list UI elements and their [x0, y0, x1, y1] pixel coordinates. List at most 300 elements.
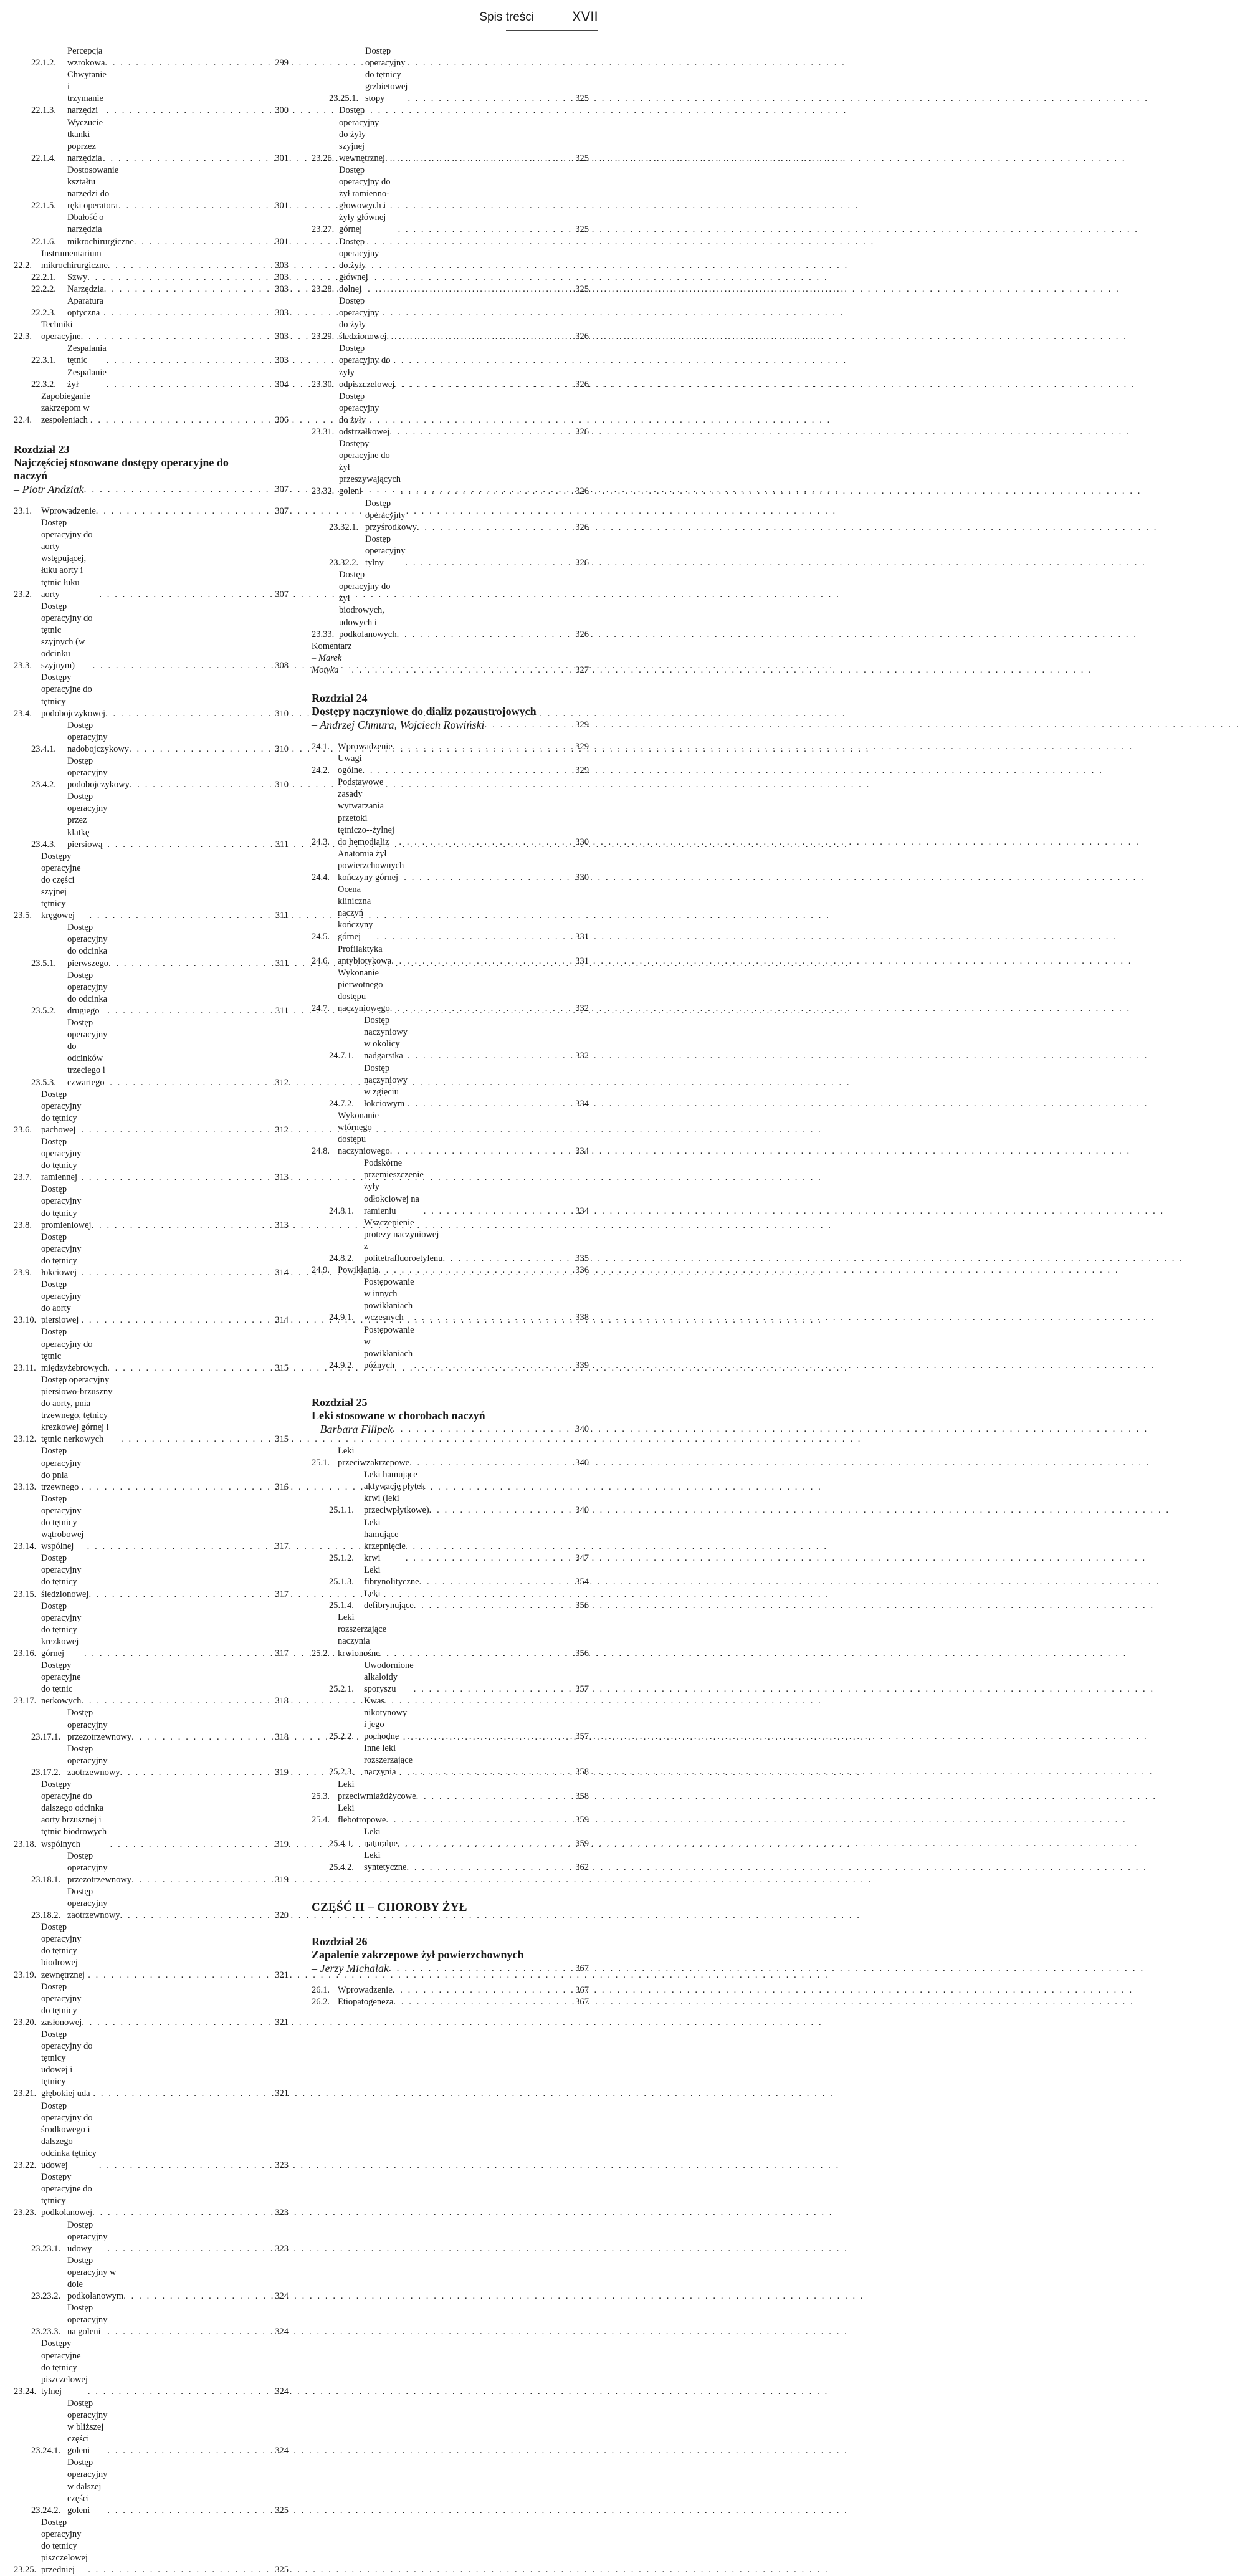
entry-number: 23.1.	[14, 506, 32, 516]
toc-entry[interactable]	[14, 367, 289, 391]
chapter-title[interactable]: Dostępy naczyniowe do dializ pozaustrojowych	[312, 704, 537, 717]
entry-page: 303	[275, 355, 289, 366]
toc-entry[interactable]	[312, 534, 589, 569]
entry-page: 320	[275, 1910, 289, 1921]
part-title[interactable]: CZĘŚĆ II – CHOROBY ŻYŁ	[312, 1901, 467, 1915]
entry-body	[67, 69, 270, 117]
entry-body	[365, 45, 570, 105]
entry-page: 326	[575, 558, 589, 568]
entry-text: Wprowadzenie	[338, 741, 393, 752]
entry-body	[364, 1826, 570, 1850]
toc-entry[interactable]	[14, 2398, 289, 2457]
toc-entry[interactable]	[14, 2338, 289, 2397]
toc-entry[interactable]	[312, 391, 589, 438]
toc-entry[interactable]	[14, 1089, 289, 1136]
toc-entry[interactable]	[14, 2100, 289, 2172]
toc-entry[interactable]	[14, 970, 289, 1017]
entry-body	[338, 1612, 570, 1659]
toc-entry[interactable]	[312, 1063, 589, 1110]
entry-text: Dostęp operacyjny do tętnic szyjnych (w odcinku szyjnym)	[41, 601, 93, 671]
entry-body	[41, 2171, 270, 2219]
entry-text: Dostęp operacyjny do tętnicy śledzionowej	[41, 1553, 89, 1599]
toc-entry[interactable]	[312, 1564, 589, 1588]
toc-entry[interactable]	[14, 755, 289, 791]
toc-entry[interactable]	[14, 2219, 289, 2255]
entry-number: 23.24.	[14, 2386, 37, 2396]
entry-page: 325	[275, 2505, 289, 2516]
toc-entry[interactable]	[14, 1601, 289, 1660]
entry-body	[67, 1851, 270, 1886]
dot-leader	[397, 629, 570, 641]
toc-entry[interactable]	[312, 944, 589, 967]
entry-page: 306	[275, 414, 289, 425]
dot-leader	[84, 482, 270, 497]
entry-number: 23.22.	[14, 2160, 37, 2171]
dot-leader	[393, 1996, 570, 2008]
toc-entry[interactable]	[312, 1826, 589, 1850]
entry-text: Leki rozszerzające naczynia krwionośne	[338, 1612, 387, 1659]
entry-page: 325	[575, 153, 589, 163]
toc-entry[interactable]	[14, 2517, 289, 2576]
entry-text: Dostęp operacyjny do odcinków trzeciego i czwartego	[67, 1018, 108, 1088]
toc-entry[interactable]	[14, 319, 289, 343]
entry-number: 23.8.	[14, 1220, 32, 1230]
toc-entry[interactable]	[14, 272, 289, 284]
entry-body	[338, 1985, 570, 1996]
entry-body	[339, 343, 570, 390]
entry-page: 356	[575, 1601, 589, 1611]
dot-leader	[108, 958, 270, 970]
toc-entry[interactable]	[312, 1517, 589, 1564]
entry-page: 329	[575, 741, 589, 752]
toc-entry[interactable]	[14, 2457, 289, 2516]
entry-number: 23.18.2.	[31, 1910, 61, 1921]
entry-number: 22.2.	[14, 260, 32, 271]
toc-entry[interactable]	[312, 1445, 589, 1469]
entry-page: 307	[275, 506, 289, 516]
entry-text: Leki fibrynolityczne	[364, 1564, 419, 1587]
dot-leader	[110, 1839, 270, 1851]
toc-entry[interactable]	[312, 1015, 589, 1062]
commentary-author: Marek Motyka	[312, 653, 342, 675]
toc-entry[interactable]	[312, 1996, 589, 2008]
toc-entry[interactable]	[14, 1184, 289, 1231]
toc-entry[interactable]	[312, 1265, 589, 1276]
entry-number: 26.1.	[312, 1985, 330, 1996]
entry-body	[364, 1469, 570, 1516]
toc-entry[interactable]	[312, 1850, 589, 1874]
toc-entry[interactable]	[312, 1276, 589, 1324]
toc-entry[interactable]	[14, 505, 289, 517]
toc-entry[interactable]	[14, 69, 289, 117]
entry-number: 24.7.2.	[329, 1098, 354, 1109]
dot-leader	[393, 741, 570, 753]
toc-entry[interactable]	[14, 1374, 289, 1446]
dot-leader	[351, 664, 570, 676]
toc-entry[interactable]	[312, 1695, 589, 1743]
entry-number: 25.1.3.	[329, 1576, 354, 1587]
commentary-label: Komentarz	[312, 641, 352, 651]
entry-page: 334	[575, 1098, 589, 1109]
entry-page: 359	[575, 1814, 589, 1825]
toc-entry[interactable]	[14, 2171, 289, 2219]
entry-text: Podstawowe zasady wytwarzania przetoki tętniczo--żylnej do hemodializ	[338, 777, 394, 847]
entry-number: 23.19.	[14, 1970, 37, 1980]
toc-entry[interactable]	[312, 1157, 589, 1217]
toc-entry[interactable]	[14, 1779, 289, 1851]
entry-body	[41, 1493, 270, 1553]
entry-text: Wszczepienie protezy naczyniowej z politetrafluoroetylenu	[364, 1217, 443, 1263]
toc-entry[interactable]	[312, 884, 589, 943]
entry-number: 23.4.2.	[31, 780, 56, 790]
chapter-title[interactable]: Leki stosowane w chorobach naczyń	[312, 1409, 485, 1422]
toc-entry[interactable]	[312, 1660, 589, 1695]
toc-entry[interactable]	[14, 1922, 289, 1981]
entry-body	[67, 2219, 270, 2255]
entry-page: 311	[275, 1005, 289, 1016]
entry-body	[67, 755, 270, 791]
dot-leader	[92, 1220, 270, 1232]
dot-leader	[88, 1970, 270, 1981]
entry-number: 23.26.	[312, 153, 335, 163]
entry-number: 23.32.	[312, 486, 335, 497]
entry-number: 23.28.	[312, 284, 335, 294]
entry-text: Podskórne przemieszczenie żyły odłokciowej na ramieniu	[364, 1158, 424, 1216]
toc-entry[interactable]	[14, 295, 289, 319]
entry-page: 356	[575, 1648, 589, 1659]
toc-entry[interactable]	[14, 343, 289, 366]
entry-body	[41, 601, 270, 673]
entry-number: 23.6.	[14, 1124, 32, 1135]
toc-entry[interactable]	[14, 1136, 289, 1184]
entry-page: 312	[275, 1124, 289, 1135]
chapter-author: – Andrzej Chmura, Wojciech Rowiński	[312, 718, 485, 731]
entry-number: 23.16.	[14, 1649, 37, 1659]
toc-entry[interactable]	[14, 601, 289, 673]
entry-number: 24.8.1.	[329, 1205, 354, 1216]
toc-entry[interactable]	[14, 1445, 289, 1493]
entry-text: Kwas nikotynowy i jego pochodne	[364, 1695, 408, 1742]
dot-leader	[414, 1312, 570, 1324]
entry-body	[338, 884, 570, 943]
entry-page: 332	[575, 1003, 589, 1014]
toc-entry[interactable]	[312, 236, 589, 295]
entry-body	[365, 498, 570, 534]
entry-page: 303	[275, 284, 289, 294]
dot-leader	[81, 1124, 270, 1136]
entry-number: 23.29.	[312, 332, 335, 342]
entry-body	[41, 248, 270, 272]
dot-leader	[485, 718, 571, 732]
toc-entry[interactable]	[312, 45, 589, 105]
entry-text: Dostęp operacyjny przyśrodkowy	[365, 498, 417, 532]
toc-entry[interactable]	[14, 2255, 289, 2302]
entry-number: 23.11.	[14, 1362, 36, 1373]
entry-page: 325	[575, 284, 589, 294]
chapter-label[interactable]: Rozdział 26	[312, 1935, 368, 1948]
entry-number: 24.9.	[312, 1265, 330, 1276]
entry-page: 303	[275, 272, 289, 282]
entry-number: 22.3.	[14, 332, 32, 342]
dot-leader	[99, 589, 270, 601]
toc-entry[interactable]	[312, 848, 589, 884]
toc-entry[interactable]	[14, 1660, 289, 1707]
entry-number: 24.1.	[312, 741, 330, 752]
entry-number: 23.17.1.	[31, 1731, 61, 1742]
entry-text: Dostosowanie kształtu narzędzi do ręki operatora	[67, 165, 119, 211]
entry-text: Dostęp operacyjny do żył ramienno-głowowych i żyły głównej górnej	[339, 165, 391, 235]
entry-number: 25.4.	[312, 1814, 330, 1825]
entry-text: Dostęp operacyjny piersiowo-brzuszny do aorty, pnia trzewnego, tętnicy krezkowej górnej i tętnic nerkowych	[41, 1374, 113, 1445]
toc-entry[interactable]	[14, 720, 289, 755]
toc-entry[interactable]	[312, 1612, 589, 1659]
entry-text: Dostęp operacyjny do tętnicy ramiennej	[41, 1136, 82, 1183]
entry-number: 25.2.1.	[329, 1683, 354, 1694]
entry-number: 23.17.2.	[31, 1767, 61, 1778]
entry-body	[364, 1588, 570, 1612]
toc-entry[interactable]	[312, 1588, 589, 1612]
entry-number: 23.5.2.	[31, 1005, 56, 1016]
toc-entry[interactable]	[14, 791, 289, 850]
dot-leader	[389, 426, 570, 438]
entry-text: Dostęp operacyjny do tętnicy udowej i tętnicy głębokiej uda	[41, 2029, 93, 2099]
entry-body	[338, 944, 570, 967]
entry-number: 22.3.1.	[31, 355, 56, 366]
toc-entry[interactable]	[14, 922, 289, 969]
dot-leader	[93, 2088, 270, 2100]
entry-page: 307	[275, 589, 289, 600]
toc-entry[interactable]	[312, 753, 589, 777]
chapter-author-line	[312, 718, 589, 732]
toc-entry[interactable]	[14, 1493, 289, 1553]
entry-page: 321	[275, 2089, 289, 2099]
entry-text: Dostęp operacyjny do pnia trzewnego	[41, 1446, 82, 1492]
toc-entry[interactable]	[312, 165, 589, 236]
toc-entry[interactable]	[312, 569, 589, 641]
entry-page: 324	[275, 2327, 289, 2337]
dot-leader	[407, 1731, 570, 1743]
right-column	[312, 45, 589, 2009]
dot-leader	[130, 779, 270, 791]
entry-body	[312, 641, 570, 676]
toc-entry[interactable]	[312, 967, 589, 1015]
entry-body	[338, 1779, 570, 1803]
dot-leader	[89, 1589, 270, 1601]
toc-entry[interactable]	[14, 2029, 289, 2100]
dot-leader	[129, 744, 270, 755]
dot-leader	[442, 1253, 570, 1265]
entry-text: Powikłania	[338, 1265, 379, 1276]
toc-entry[interactable]	[14, 1279, 289, 1326]
entry-page: 325	[575, 93, 589, 104]
entry-page: 321	[275, 1970, 289, 1980]
chapter-title[interactable]: Zapalenie zakrzepowe żył powierzchownych	[312, 1948, 524, 1961]
dot-leader	[409, 1457, 570, 1469]
entry-page: 362	[575, 1862, 589, 1873]
toc-entry[interactable]	[312, 343, 589, 390]
entry-page: 318	[275, 1696, 289, 1707]
dot-leader	[81, 1695, 270, 1707]
dot-leader	[414, 1683, 570, 1695]
entry-body	[67, 212, 270, 247]
toc-entry[interactable]	[14, 851, 289, 922]
dot-leader	[81, 1172, 270, 1184]
entry-number: 25.1.	[312, 1458, 330, 1468]
dot-leader	[414, 1360, 570, 1372]
toc-entry[interactable]	[312, 1985, 589, 1996]
entry-text: Dostęp operacyjny do tętnicy piszczelowej przedniej	[41, 2517, 88, 2575]
entry-page: 338	[575, 1313, 589, 1323]
toc-entry[interactable]	[14, 45, 289, 69]
entry-text: Etiopatogeneza	[338, 1997, 394, 2008]
entry-text: Leki przeciwmiażdżycowe	[338, 1779, 416, 1801]
dot-leader	[394, 379, 570, 391]
toc-entry[interactable]	[312, 498, 589, 534]
toc-entry[interactable]	[312, 1469, 589, 1516]
entry-body	[364, 1564, 570, 1588]
entry-page: 358	[575, 1791, 589, 1801]
dot-leader	[88, 2564, 270, 2576]
toc-list	[312, 1985, 589, 2008]
toc-entry[interactable]	[312, 1324, 589, 1372]
entry-body	[67, 117, 270, 165]
entry-text: Techniki operacyjne	[41, 320, 81, 342]
entry-page: 308	[275, 661, 289, 671]
toc-entry[interactable]	[312, 777, 589, 848]
toc-entry[interactable]	[14, 1886, 289, 1922]
entry-text: Dostęp operacyjny udowy	[67, 2219, 108, 2254]
toc-entry[interactable]	[312, 1217, 589, 1265]
page-header	[0, 0, 598, 39]
entry-number: 23.27.	[312, 224, 335, 235]
toc-entry[interactable]	[312, 105, 589, 164]
chapter-page: 340	[575, 1424, 589, 1434]
entry-text: Leki defibrynujące	[364, 1589, 414, 1611]
entry-page: 313	[275, 1172, 289, 1183]
dot-leader	[398, 1838, 570, 1850]
entry-body	[67, 1886, 270, 1922]
dot-leader	[92, 2207, 270, 2219]
toc-entry[interactable]	[14, 2302, 289, 2338]
entry-page: 310	[275, 708, 289, 719]
toc-entry[interactable]	[14, 672, 289, 719]
entry-number: 23.4.1.	[31, 744, 56, 754]
entry-number: 23.13.	[14, 1482, 37, 1492]
dot-leader	[81, 1314, 270, 1326]
toc-entry[interactable]	[14, 248, 289, 272]
chapter-label[interactable]: Rozdział 25	[312, 1396, 368, 1409]
toc-entry[interactable]	[14, 1326, 289, 1374]
chapter-heading	[312, 692, 589, 732]
toc-entry-commentary[interactable]	[312, 641, 589, 676]
entry-body	[67, 2398, 270, 2457]
entry-page: 332	[575, 1051, 589, 1061]
entry-text: Uwodornione alkaloidy sporyszu	[364, 1660, 414, 1694]
entry-number: 24.2.	[312, 765, 330, 776]
entry-page: 326	[575, 427, 589, 437]
toc-entry[interactable]	[312, 741, 589, 753]
entry-page: 326	[575, 629, 589, 639]
entry-page: 334	[575, 1205, 589, 1216]
toc-entry[interactable]	[14, 117, 289, 165]
entry-number: 25.2.	[312, 1648, 330, 1659]
toc-entry[interactable]	[312, 1110, 589, 1157]
toc-entry[interactable]	[14, 284, 289, 295]
toc-entry[interactable]	[14, 1553, 289, 1600]
entry-text: Dostępy operacyjne do tętnicy podobojczykowej	[41, 673, 106, 719]
chapter-title[interactable]: Najczęściej stosowane dostępy operacyjne do naczyń	[14, 456, 229, 482]
entry-number: 23.14.	[14, 1541, 37, 1552]
chapter-label[interactable]: Rozdział 24	[312, 691, 368, 704]
entry-text: Aparatura optyczna	[67, 295, 103, 318]
entry-page: 323	[275, 2160, 289, 2171]
toc-entry[interactable]	[14, 1232, 289, 1279]
toc-entry[interactable]	[14, 391, 289, 426]
entry-text: Ocena kliniczna naczyń kończyny górnej	[338, 884, 373, 942]
dot-leader	[429, 1505, 570, 1516]
toc-entry[interactable]	[312, 1779, 589, 1803]
entry-text: Dostęp operacyjny na goleni	[67, 2303, 108, 2337]
toc-entry[interactable]	[312, 295, 589, 343]
dot-leader	[99, 2160, 270, 2171]
toc-entry[interactable]	[14, 165, 289, 212]
toc-entry[interactable]	[14, 517, 289, 601]
entry-number: 23.33.	[312, 629, 335, 639]
entry-number: 25.4.2.	[329, 1862, 354, 1873]
chapter-author: – Jerzy Michalak	[312, 1962, 389, 1975]
toc-entry[interactable]	[312, 1743, 589, 1778]
entry-body	[67, 367, 270, 391]
toc-entry[interactable]	[14, 1707, 289, 1743]
entry-text: Percepcja wzrokowa	[67, 46, 105, 69]
chapter-page: 329	[575, 719, 589, 730]
dot-leader	[87, 272, 270, 284]
dot-leader	[413, 1766, 570, 1778]
entry-number: 25.1.2.	[329, 1553, 354, 1563]
entry-number: 23.12.	[14, 1434, 37, 1445]
toc-entry[interactable]	[14, 1017, 289, 1089]
entry-text: Uwagi ogólne	[338, 754, 363, 776]
toc-entry[interactable]	[312, 1803, 589, 1826]
toc-entry[interactable]	[14, 212, 289, 247]
toc-entry[interactable]	[14, 1851, 289, 1886]
entry-number: 22.1.6.	[31, 236, 56, 247]
dot-leader	[107, 355, 270, 366]
dot-leader	[120, 1910, 270, 1922]
entry-number: 23.15.	[14, 1589, 37, 1599]
entry-text: Dostęp operacyjny tylny	[365, 534, 406, 568]
entry-page: 330	[575, 873, 589, 883]
entry-page: 315	[275, 1434, 289, 1445]
dot-leader	[108, 260, 270, 272]
entry-number: 23.9.	[14, 1268, 32, 1278]
dot-leader	[87, 1541, 270, 1553]
toc-entry[interactable]	[14, 1743, 289, 1779]
entry-number: 23.23.	[14, 2208, 37, 2218]
dot-leader	[110, 1077, 270, 1089]
chapter-label[interactable]: Rozdział 23	[14, 443, 70, 456]
entry-text: Dostęp operacyjny do żyły odpiszczelowej	[339, 343, 395, 390]
entry-page: 304	[275, 379, 289, 390]
entry-number: 23.3.	[14, 661, 32, 671]
toc-entry[interactable]	[312, 438, 589, 497]
entry-number: 26.2.	[312, 1997, 330, 2008]
entry-body	[339, 391, 570, 438]
entry-text: Dostęp naczyniowy w zgięciu łokciowym	[364, 1063, 408, 1109]
dot-leader	[387, 331, 571, 343]
toc-entry[interactable]	[14, 1981, 289, 2029]
entry-number: 23.25.	[14, 2565, 37, 2575]
